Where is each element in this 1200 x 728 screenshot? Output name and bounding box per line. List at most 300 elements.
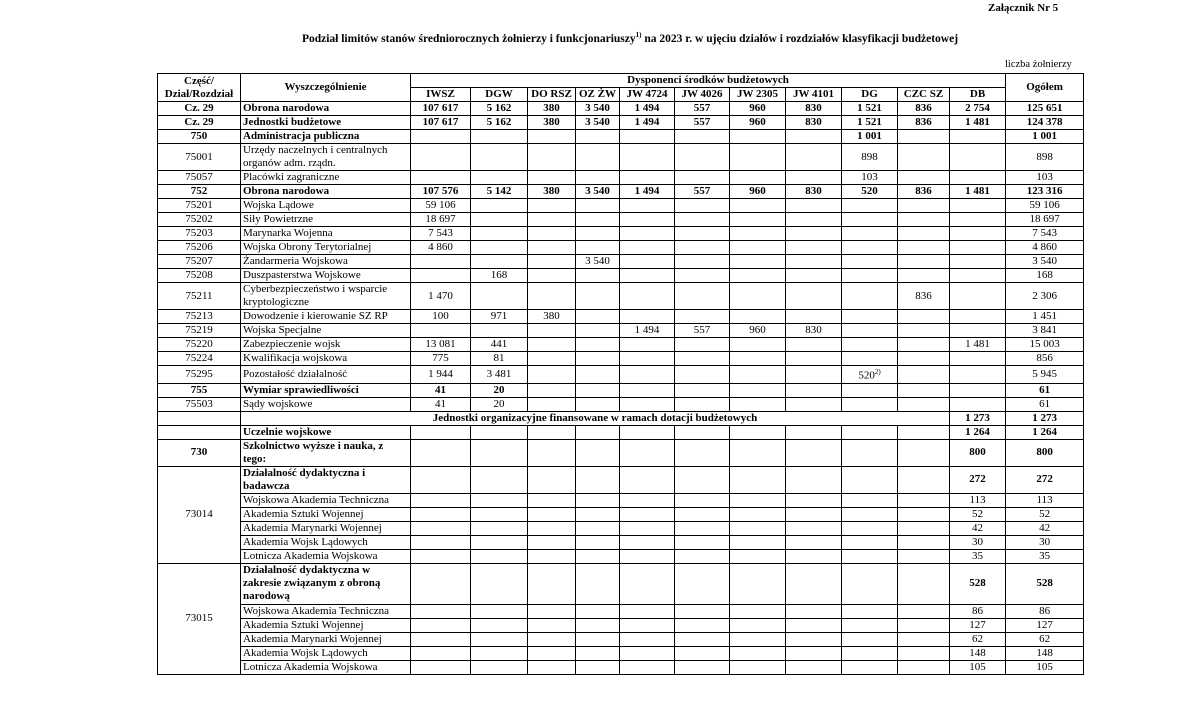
table-row (158, 116, 1084, 130)
row-total: 18 697 (1006, 213, 1084, 227)
row-value (620, 366, 675, 384)
row-value: 41 (411, 383, 471, 397)
empty-cell (576, 660, 620, 674)
row-value: 5 162 (471, 102, 528, 116)
empty-cell (411, 604, 471, 618)
row-total: 15 003 (1006, 338, 1084, 352)
row-total: 35 (1006, 549, 1084, 563)
empty-cell (576, 563, 620, 604)
row-value: 830 (786, 324, 842, 338)
row-value (786, 130, 842, 144)
row-total: 272 (1006, 466, 1084, 493)
row-value (675, 338, 730, 352)
empty-cell (620, 507, 675, 521)
row-value (950, 383, 1006, 397)
footnote-marker: 2) (874, 368, 881, 376)
row-total: 2 306 (1006, 283, 1084, 310)
row-total: 3 841 (1006, 324, 1084, 338)
row-value: 775 (411, 352, 471, 366)
row-value (528, 171, 576, 185)
row-value (675, 310, 730, 324)
empty-cell (528, 507, 576, 521)
row-value: 441 (471, 338, 528, 352)
empty-cell (471, 493, 528, 507)
empty-cell (471, 521, 528, 535)
empty-cell (842, 493, 898, 507)
row-value: 59 106 (411, 199, 471, 213)
row-value (730, 171, 786, 185)
empty-cell (576, 646, 620, 660)
row-value (528, 324, 576, 338)
row-value (576, 144, 620, 171)
row-value (786, 199, 842, 213)
row-total: 898 (1006, 144, 1084, 171)
title-main: Podział limitów stanów średniorocznych żołnierzy i funkcjonariuszy (301, 32, 636, 45)
row-value: 3 481 (471, 366, 528, 384)
row-value: 103 (842, 171, 898, 185)
empty-cell (528, 466, 576, 493)
row-value (528, 144, 576, 171)
empty-cell (730, 466, 786, 493)
table-row (158, 618, 1084, 632)
row-value: 86 (950, 604, 1006, 618)
row-desc: Obrona narodowa (241, 102, 411, 116)
table-row (158, 397, 1084, 411)
header-col: JW 4101 (786, 88, 842, 102)
row-value: 100 (411, 310, 471, 324)
row-value (950, 213, 1006, 227)
row-value (411, 171, 471, 185)
row-value (950, 199, 1006, 213)
row-value (471, 324, 528, 338)
empty-cell (730, 646, 786, 660)
table-row (158, 604, 1084, 618)
row-total: 42 (1006, 521, 1084, 535)
row-value (576, 227, 620, 241)
row-value (675, 199, 730, 213)
empty-cell (471, 535, 528, 549)
row-value (950, 269, 1006, 283)
table-row (158, 269, 1084, 283)
row-value (576, 171, 620, 185)
row-total: 124 378 (1006, 116, 1084, 130)
row-code: 73014 (158, 466, 241, 563)
empty-cell (576, 604, 620, 618)
row-value: 830 (786, 116, 842, 130)
row-value (576, 352, 620, 366)
row-value (528, 213, 576, 227)
subsidy-db: 1 273 (950, 411, 1006, 425)
table-row (158, 366, 1084, 384)
row-value (898, 352, 950, 366)
row-value: 113 (950, 493, 1006, 507)
row-value (950, 144, 1006, 171)
row-code: 75224 (158, 352, 241, 366)
row-code: 75211 (158, 283, 241, 310)
row-value (576, 324, 620, 338)
row-value (411, 255, 471, 269)
row-value: 1 481 (950, 116, 1006, 130)
row-value: 2 754 (950, 102, 1006, 116)
row-value: 3 540 (576, 185, 620, 199)
row-total: 1 001 (1006, 130, 1084, 144)
row-value (898, 227, 950, 241)
table-row (158, 425, 1084, 439)
empty-cell (528, 646, 576, 660)
annex-label: Załącznik Nr 5 (988, 2, 1059, 14)
row-value (730, 338, 786, 352)
row-value: 13 081 (411, 338, 471, 352)
table-row (158, 213, 1084, 227)
row-value: 520$^{2)}$ (842, 366, 898, 384)
row-total: 103 (1006, 171, 1084, 185)
row-value: 1 264 (950, 425, 1006, 439)
row-value (620, 383, 675, 397)
row-total: 61 (1006, 397, 1084, 411)
empty-cell (471, 660, 528, 674)
row-code: 75202 (158, 213, 241, 227)
empty-cell (898, 646, 950, 660)
row-value: 1 494 (620, 185, 675, 199)
row-value (786, 352, 842, 366)
row-value (471, 171, 528, 185)
row-value (730, 199, 786, 213)
row-value: 41 (411, 397, 471, 411)
row-desc: Wojska Specjalne (241, 324, 411, 338)
row-value: 168 (471, 269, 528, 283)
row-value: 107 617 (411, 116, 471, 130)
row-value: 1 494 (620, 116, 675, 130)
row-desc: Wymiar sprawiedliwości (241, 383, 411, 397)
empty-cell (786, 632, 842, 646)
row-total: 1 264 (1006, 425, 1084, 439)
header-desc: Wyszczególnienie (241, 74, 411, 102)
row-value: 3 540 (576, 255, 620, 269)
row-value (576, 338, 620, 352)
row-desc: Akademia Sztuki Wojennej (241, 618, 411, 632)
row-value (528, 352, 576, 366)
row-code: 75220 (158, 338, 241, 352)
table-row (158, 130, 1084, 144)
row-code: 75503 (158, 397, 241, 411)
empty-cell (576, 632, 620, 646)
row-code (158, 425, 241, 439)
row-desc: Akademia Sztuki Wojennej (241, 507, 411, 521)
row-value: 18 697 (411, 213, 471, 227)
empty-cell (730, 563, 786, 604)
empty-cell (576, 439, 620, 466)
empty-cell (842, 521, 898, 535)
budget-table (157, 73, 1084, 675)
row-value (620, 338, 675, 352)
row-value (842, 227, 898, 241)
empty-cell (620, 521, 675, 535)
row-value: 1 494 (620, 102, 675, 116)
empty-cell (730, 507, 786, 521)
row-total: 30 (1006, 535, 1084, 549)
empty-cell (675, 646, 730, 660)
row-value (842, 241, 898, 255)
empty-cell (842, 466, 898, 493)
title-rest: na 2023 r. w ujęciu działów i rozdziałów klasyfikacji budżetowej (641, 32, 959, 45)
empty-cell (842, 439, 898, 466)
empty-cell (842, 563, 898, 604)
row-value: 836 (898, 185, 950, 199)
row-value (620, 199, 675, 213)
header-col: JW 4724 (620, 88, 675, 102)
row-value: 960 (730, 324, 786, 338)
row-desc: Pozostałość działalność (241, 366, 411, 384)
empty-cell (528, 425, 576, 439)
empty-cell (576, 425, 620, 439)
unit-label: liczba żołnierzy (1005, 59, 1072, 70)
row-value (950, 227, 1006, 241)
row-value: 52 (950, 507, 1006, 521)
empty-cell (786, 507, 842, 521)
row-value (528, 383, 576, 397)
empty-cell (620, 618, 675, 632)
empty-cell (528, 632, 576, 646)
row-value (576, 397, 620, 411)
empty-cell (411, 563, 471, 604)
row-value (786, 269, 842, 283)
row-value (730, 130, 786, 144)
row-value (411, 144, 471, 171)
row-value (576, 366, 620, 384)
row-value (786, 227, 842, 241)
empty-cell (842, 646, 898, 660)
empty-cell (675, 604, 730, 618)
row-desc: Marynarka Wojenna (241, 227, 411, 241)
row-value (950, 310, 1006, 324)
row-code: 73015 (158, 563, 241, 674)
empty-cell (842, 660, 898, 674)
empty-cell (411, 660, 471, 674)
empty-cell (576, 618, 620, 632)
empty-cell (471, 425, 528, 439)
empty-cell (158, 411, 241, 425)
empty-cell (620, 604, 675, 618)
empty-cell (730, 535, 786, 549)
row-desc: Uczelnie wojskowe (241, 425, 411, 439)
row-value (576, 241, 620, 255)
table-row (158, 102, 1084, 116)
row-desc: Akademia Wojsk Lądowych (241, 535, 411, 549)
row-total: 61 (1006, 383, 1084, 397)
row-code: 75206 (158, 241, 241, 255)
table-row (158, 310, 1084, 324)
row-value: 830 (786, 185, 842, 199)
header-group: Dysponenci środków budżetowych (411, 74, 1006, 88)
row-value (528, 269, 576, 283)
empty-cell (411, 535, 471, 549)
subsidy-heading-row (158, 411, 1084, 425)
row-value (620, 310, 675, 324)
row-value: 30 (950, 535, 1006, 549)
row-value (842, 338, 898, 352)
row-value (898, 383, 950, 397)
row-code: 75213 (158, 310, 241, 324)
empty-cell (786, 549, 842, 563)
row-value: 380 (528, 102, 576, 116)
row-value (898, 144, 950, 171)
row-total: 127 (1006, 618, 1084, 632)
row-value (786, 338, 842, 352)
row-desc: Wojskowa Akademia Techniczna (241, 604, 411, 618)
row-value (842, 283, 898, 310)
row-value (675, 213, 730, 227)
row-value: 960 (730, 185, 786, 199)
row-total: 7 543 (1006, 227, 1084, 241)
empty-cell (675, 618, 730, 632)
row-value: 1 470 (411, 283, 471, 310)
row-value: 830 (786, 102, 842, 116)
row-desc: Wojska Obrony Terytorialnej (241, 241, 411, 255)
row-value: 3 540 (576, 116, 620, 130)
row-value: 1 481 (950, 185, 1006, 199)
row-total: 5 945 (1006, 366, 1084, 384)
table-row (158, 493, 1084, 507)
row-value: 107 576 (411, 185, 471, 199)
header-col: JW 2305 (730, 88, 786, 102)
row-code: Cz. 29 (158, 116, 241, 130)
empty-cell (842, 604, 898, 618)
row-value (620, 352, 675, 366)
row-value (786, 144, 842, 171)
row-value (471, 227, 528, 241)
row-value (471, 283, 528, 310)
row-total: 3 540 (1006, 255, 1084, 269)
empty-cell (411, 521, 471, 535)
table-row (158, 171, 1084, 185)
empty-cell (842, 425, 898, 439)
row-value (730, 366, 786, 384)
row-value (730, 283, 786, 310)
row-value (786, 171, 842, 185)
row-value (730, 213, 786, 227)
row-value (898, 269, 950, 283)
row-value (528, 241, 576, 255)
empty-cell (620, 549, 675, 563)
row-desc: Zabezpieczenie wojsk (241, 338, 411, 352)
row-value (842, 269, 898, 283)
row-value (471, 255, 528, 269)
row-value: 1 001 (842, 130, 898, 144)
row-value (675, 144, 730, 171)
row-value (675, 227, 730, 241)
empty-cell (842, 618, 898, 632)
row-value: 557 (675, 116, 730, 130)
empty-cell (675, 466, 730, 493)
empty-cell (786, 535, 842, 549)
empty-cell (730, 660, 786, 674)
row-value (898, 397, 950, 411)
row-desc: Duszpasterstwa Wojskowe (241, 269, 411, 283)
row-value (675, 383, 730, 397)
row-value (528, 338, 576, 352)
table-row (158, 507, 1084, 521)
row-value (898, 130, 950, 144)
empty-cell (898, 604, 950, 618)
empty-cell (528, 563, 576, 604)
row-value: 107 617 (411, 102, 471, 116)
row-value (620, 269, 675, 283)
row-value (950, 255, 1006, 269)
row-value (898, 241, 950, 255)
row-value (576, 213, 620, 227)
empty-cell (898, 521, 950, 535)
row-total: 4 860 (1006, 241, 1084, 255)
row-value (620, 241, 675, 255)
row-code: 752 (158, 185, 241, 199)
row-value (411, 324, 471, 338)
row-value: 5 162 (471, 116, 528, 130)
table-row (158, 439, 1084, 466)
row-code: 730 (158, 439, 241, 466)
table-row (158, 255, 1084, 269)
row-value: 898 (842, 144, 898, 171)
row-total: 86 (1006, 604, 1084, 618)
row-value (730, 144, 786, 171)
header-row-1 (158, 74, 1084, 88)
row-code: 75295 (158, 366, 241, 384)
row-value (842, 383, 898, 397)
empty-cell (786, 660, 842, 674)
row-desc: Żandarmeria Wojskowa (241, 255, 411, 269)
empty-cell (786, 439, 842, 466)
empty-cell (528, 493, 576, 507)
row-value (950, 352, 1006, 366)
row-value (898, 171, 950, 185)
row-value (620, 283, 675, 310)
empty-cell (471, 549, 528, 563)
empty-cell (730, 425, 786, 439)
row-value: 3 540 (576, 102, 620, 116)
empty-cell (620, 646, 675, 660)
row-value (730, 352, 786, 366)
row-value (842, 324, 898, 338)
row-value: 42 (950, 521, 1006, 535)
header-code: Część/ Dział/Rozdział (158, 74, 241, 102)
empty-cell (730, 632, 786, 646)
row-value (842, 352, 898, 366)
empty-cell (898, 632, 950, 646)
empty-cell (471, 604, 528, 618)
empty-cell (576, 507, 620, 521)
row-value: 5 142 (471, 185, 528, 199)
row-value (411, 130, 471, 144)
row-desc: Akademia Wojsk Lądowych (241, 646, 411, 660)
row-desc: Akademia Marynarki Wojennej (241, 521, 411, 535)
empty-cell (471, 466, 528, 493)
empty-cell (471, 646, 528, 660)
empty-cell (675, 535, 730, 549)
row-value: 81 (471, 352, 528, 366)
header-col: DG (842, 88, 898, 102)
row-total: 62 (1006, 632, 1084, 646)
row-value (675, 366, 730, 384)
row-value: 380 (528, 116, 576, 130)
empty-cell (620, 563, 675, 604)
table-row (158, 549, 1084, 563)
row-desc: Kwalifikacja wojskowa (241, 352, 411, 366)
row-value (950, 130, 1006, 144)
row-desc: Cyberbezpieczeństwo i wsparcie kryptologiczne (241, 283, 411, 310)
table-row (158, 632, 1084, 646)
row-desc: Dowodzenie i kierowanie SZ RP (241, 310, 411, 324)
empty-cell (786, 425, 842, 439)
empty-cell (730, 549, 786, 563)
